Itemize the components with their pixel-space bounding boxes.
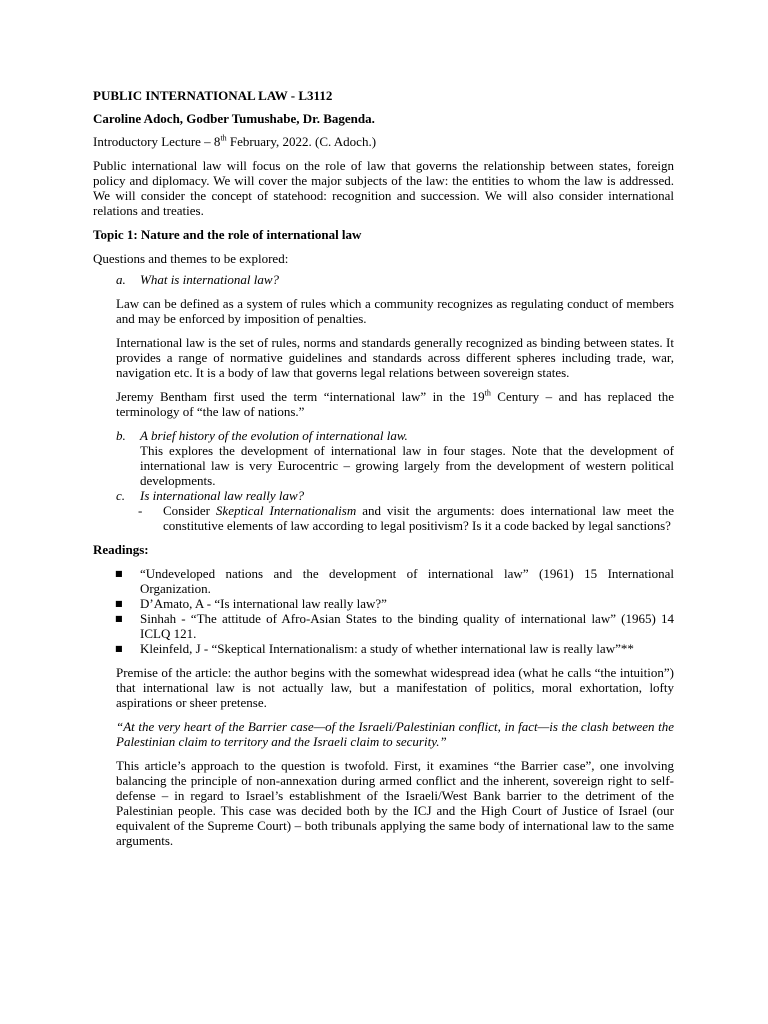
question-b <box>116 428 674 488</box>
topic-heading: Topic 1: Nature and the role of international law <box>93 227 362 242</box>
barrier-quote: “At the very heart of the Barrier case—of the Israeli/Palestinian conflict, in fact—is the clash between the Palestinian claim to territory and the Israeli claim to security.” <box>116 719 674 749</box>
questions-intro: Questions and themes to be explored: <box>93 251 289 266</box>
definition-paragraph-1: Law can be defined as a system of rules which a community recognizes as regulating conduct of members and may be enforced by imposition of penalties. <box>116 296 674 326</box>
bullet-marker: ■ <box>115 569 123 578</box>
dash-italic-term: Skeptical Internationalism <box>215 503 357 518</box>
definition-paragraph-2: International law is the set of rules, norms and standards generally recognized as binding between states. It provides a range of normative guidelines and standards across different spheres including trade, war, navigation etc. It is a body of law that governs legal relations between sovereign states. <box>116 335 674 380</box>
readings-heading: Readings: <box>93 542 149 557</box>
intro-paragraph: Public international law will focus on the role of law that governs the relationship between states, foreign policy and diplomacy. We will cover the major subjects of the law: the entities to whom the law is addressed. We will consider the concept of statehood: recognition and succession. We will also consider international relations and treaties. <box>93 158 674 218</box>
lecture-text: Introductory Lecture – 8 <box>93 134 221 149</box>
bentham-superscript: th <box>484 388 491 398</box>
document-body <box>93 88 674 848</box>
premise-paragraph: Premise of the article: the author begins with the somewhat widespread idea (what he calls “the intuition”) that international law is not actually law, but a manifestation of politics, moral exhortation, lofty aspirations or sheer pretense. <box>116 665 674 710</box>
readings-list <box>115 566 674 656</box>
reading-item-text: “Undeveloped nations and the development of international law” (1961) 15 International Organization. <box>140 566 674 596</box>
bullet-marker: ■ <box>115 614 123 623</box>
bullet-marker: ■ <box>115 599 123 608</box>
reading-item <box>115 611 674 641</box>
dash-marker: - <box>138 503 143 518</box>
approach-paragraph: This article’s approach to the question is twofold. First, it examines “the Barrier case”, one involving balancing the principle of non-annexation during armed conflict and the inherent, sovereign right to self-defense – in regard to Israel’s establishment of the Israeli/West Bank barrier to the detriment of the Palestinian people. This case was decided both by the ICJ and the High Court of Justice of Israel (our equivalent of the Supreme Court) – both tribunals applying the same body of international law to the same arguments. <box>116 758 674 848</box>
lecture-date: February, 2022. (C. Adoch.) <box>226 134 377 149</box>
reading-item-text: Sinhah - “The attitude of Afro-Asian States to the binding quality of international law” (1965) 14 ICLQ 121. <box>140 611 674 641</box>
question-a-text: What is international law? <box>140 272 280 287</box>
bentham-text: Jeremy Bentham first used the term “international law” in the 19 <box>116 389 485 404</box>
bentham-paragraph <box>93 389 674 419</box>
authors-line: Caroline Adoch, Godber Tumushabe, Dr. Bagenda. <box>93 111 375 126</box>
lecture-line <box>93 134 674 149</box>
question-c <box>116 488 674 503</box>
question-a <box>116 272 674 287</box>
question-b-text: A brief history of the evolution of international law. <box>140 428 408 443</box>
question-b-marker: b. <box>116 428 126 443</box>
reading-item <box>115 641 674 656</box>
question-a-marker: a. <box>116 272 126 287</box>
lecture-superscript: th <box>220 133 227 143</box>
document-title: PUBLIC INTERNATIONAL LAW - L3112 <box>93 88 333 103</box>
bullet-marker: ■ <box>115 644 123 653</box>
reading-item-text: Kleinfeld, J - “Skeptical Internationalism: a study of whether international law is really law”** <box>140 641 634 656</box>
question-c-text: Is international law really law? <box>140 488 305 503</box>
dash-text: Consider Skeptical Internationalism and visit the arguments: does international law meet the constitutive elements of law according to legal positivism? Is it a code backed by legal sanctions? <box>163 503 674 533</box>
reading-item <box>115 596 674 611</box>
bentham-text-end: Century – and has replaced the terminology of “the law of nations.” <box>116 389 674 419</box>
question-b-body: This explores the development of international law in four stages. Note that the development of international law is very Eurocentric – growing largely from the development of western political developments. <box>140 443 674 488</box>
reading-item <box>115 566 674 596</box>
dash-item <box>138 503 674 533</box>
reading-item-text: D’Amato, A - “Is international law really law?” <box>140 596 387 611</box>
question-c-marker: c. <box>116 488 126 503</box>
